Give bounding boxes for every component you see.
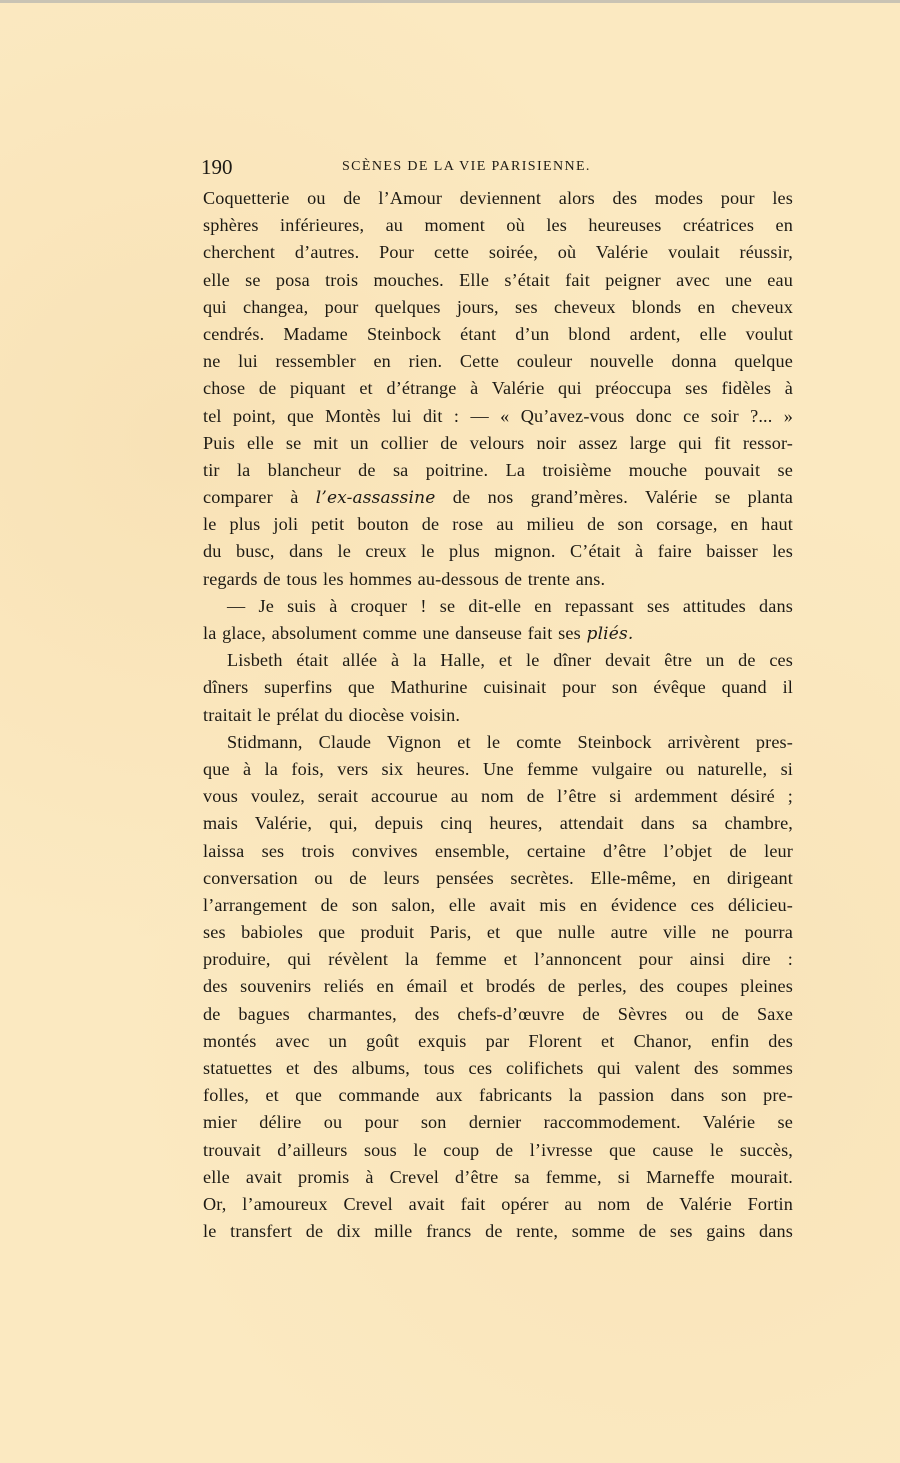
text-segment: mais Valérie, qui, depuis cinq heures, attendait dans sa chambre, bbox=[203, 813, 793, 834]
text-block bbox=[203, 155, 793, 1245]
text-segment: — Je suis à croquer ! se dit-elle en repassant ses attitudes dans bbox=[227, 595, 793, 616]
text-segment: regards de tous les hommes au-dessous de trente ans. bbox=[203, 568, 606, 589]
text-segment: chose de piquant et d’étrange à Valérie qui préoccupa ses fidèles à bbox=[203, 378, 793, 399]
text-line bbox=[203, 321, 793, 348]
text-line bbox=[203, 239, 793, 266]
text-line bbox=[203, 810, 793, 837]
paragraph bbox=[203, 729, 793, 1246]
text-line bbox=[203, 348, 793, 375]
text-segment: le plus joli petit bouton de rose au milieu de son corsage, en haut bbox=[203, 514, 793, 535]
text-segment: de bagues charmantes, des chefs-d’œuvre de Sèvres ou de Saxe bbox=[203, 1003, 793, 1024]
text-segment: cendrés. Madame Steinbock étant d’un blond ardent, elle voulut bbox=[203, 323, 793, 344]
text-line bbox=[203, 1191, 793, 1218]
text-segment: qui changea, pour quelques jours, ses cheveux blonds en cheveux bbox=[203, 296, 793, 317]
text-segment: tir la blancheur de sa poitrine. La troisième mouche pouvait se bbox=[203, 459, 793, 480]
text-segment: des souvenirs reliés en émail et brodés de perles, des coupes pleines bbox=[203, 976, 793, 997]
running-head bbox=[203, 155, 793, 181]
body-text bbox=[203, 185, 793, 1245]
text-segment: laissa ses trois convives ensemble, certaine d’être l’objet de leur bbox=[203, 840, 793, 861]
text-segment: tel point, que Montès lui dit : — « Qu’avez-vous donc ce soir ?... » bbox=[203, 405, 793, 426]
text-line bbox=[203, 457, 793, 484]
text-segment: l’arrangement de son salon, elle avait mis en évidence ces délicieu- bbox=[203, 894, 793, 915]
text-line bbox=[203, 185, 793, 212]
text-line bbox=[203, 484, 793, 511]
text-line bbox=[203, 919, 793, 946]
text-segment: dîners superfins que Mathurine cuisinait pour son évêque quand il bbox=[203, 677, 793, 698]
running-head-title: SCÈNES DE LA VIE PARISIENNE. bbox=[342, 159, 591, 174]
text-line bbox=[203, 212, 793, 239]
text-line bbox=[203, 946, 793, 973]
text-segment: mier délire ou pour son dernier raccommodement. Valérie se bbox=[203, 1112, 793, 1133]
text-segment: de nos grand’mères. Valérie se planta bbox=[435, 487, 793, 508]
paragraph bbox=[203, 185, 793, 593]
book-page bbox=[0, 3, 900, 1463]
text-segment: le transfert de dix mille francs de rente, somme de ses gains dans bbox=[203, 1221, 793, 1242]
text-segment: sphères inférieures, au moment où les heureuses créatrices en bbox=[203, 215, 793, 236]
text-line bbox=[203, 1218, 793, 1245]
text-segment: comparer à bbox=[203, 487, 316, 508]
text-line bbox=[203, 566, 793, 593]
text-line bbox=[203, 1164, 793, 1191]
text-segment: Puis elle se mit un collier de velours noir assez large qui fit ressor- bbox=[203, 432, 793, 453]
text-line bbox=[203, 892, 793, 919]
text-segment: conversation ou de leurs pensées secrètes. Elle-même, en dirigeant bbox=[203, 867, 793, 888]
text-segment: statuettes et des albums, tous ces colifichets qui valent des sommes bbox=[203, 1058, 793, 1078]
text-line bbox=[203, 729, 793, 756]
text-line bbox=[203, 267, 793, 294]
text-line bbox=[203, 1082, 793, 1109]
text-segment: vous voulez, serait accourue au nom de l’être si ardemment désiré ; bbox=[203, 786, 793, 807]
italic-text: pliés. bbox=[586, 624, 634, 644]
paragraph bbox=[203, 647, 793, 729]
text-line bbox=[203, 538, 793, 565]
text-line bbox=[203, 647, 793, 674]
text-segment: Lisbeth était allée à la Halle, et le dîner devait être un de ces bbox=[227, 650, 793, 671]
text-line bbox=[203, 430, 793, 457]
text-segment: du busc, dans le creux le plus mignon. C’était à faire baisser les bbox=[203, 541, 793, 562]
text-line bbox=[203, 1137, 793, 1164]
text-line bbox=[203, 511, 793, 538]
text-line bbox=[203, 756, 793, 783]
text-segment: Coquetterie ou de l’Amour deviennent alors des modes pour les bbox=[203, 188, 793, 208]
text-line bbox=[203, 1028, 793, 1055]
paragraph bbox=[203, 593, 793, 647]
text-segment: elle avait promis à Crevel d’être sa femme, si Marneffe mourait. bbox=[203, 1166, 793, 1187]
text-line bbox=[203, 403, 793, 430]
text-segment: folles, et que commande aux fabricants la passion dans son pre- bbox=[203, 1085, 793, 1106]
text-line bbox=[203, 375, 793, 402]
page-number: 190 bbox=[201, 155, 233, 179]
text-segment: ne lui ressembler en rien. Cette couleur nouvelle donna quelque bbox=[203, 351, 793, 372]
text-segment: trouvait d’ailleurs sous le coup de l’ivresse que cause le succès, bbox=[203, 1139, 793, 1160]
text-line bbox=[203, 1055, 793, 1082]
text-line bbox=[203, 973, 793, 1000]
text-segment: produire, qui révèlent la femme et l’annoncent pour ainsi dire : bbox=[203, 949, 793, 970]
text-line bbox=[203, 783, 793, 810]
text-line bbox=[203, 620, 793, 647]
text-segment: Or, l’amoureux Crevel avait fait opérer au nom de Valérie Fortin bbox=[203, 1193, 793, 1214]
text-line bbox=[203, 1109, 793, 1136]
text-line bbox=[203, 674, 793, 701]
text-segment: Stidmann, Claude Vignon et le comte Steinbock arrivèrent pres- bbox=[227, 731, 793, 752]
text-line bbox=[203, 702, 793, 729]
text-segment: que à la fois, vers six heures. Une femme vulgaire ou naturelle, si bbox=[203, 758, 793, 779]
italic-text: l’ex-assassine bbox=[315, 488, 436, 509]
text-line bbox=[203, 865, 793, 892]
text-line bbox=[203, 593, 793, 620]
text-segment: elle se posa trois mouches. Elle s’était fait peigner avec une eau bbox=[203, 269, 793, 290]
text-segment: montés avec un goût exquis par Florent et Chanor, enfin des bbox=[203, 1030, 793, 1051]
text-segment: cherchent d’autres. Pour cette soirée, où Valérie voulait réussir, bbox=[203, 242, 793, 263]
text-line bbox=[203, 1001, 793, 1028]
text-line bbox=[203, 838, 793, 865]
text-segment: ses babioles que produit Paris, et que nulle autre ville ne pourra bbox=[203, 922, 793, 943]
text-segment: la glace, absolument comme une danseuse fait ses bbox=[203, 623, 587, 643]
text-segment: traitait le prélat du diocèse voisin. bbox=[203, 704, 461, 725]
text-line bbox=[203, 294, 793, 321]
